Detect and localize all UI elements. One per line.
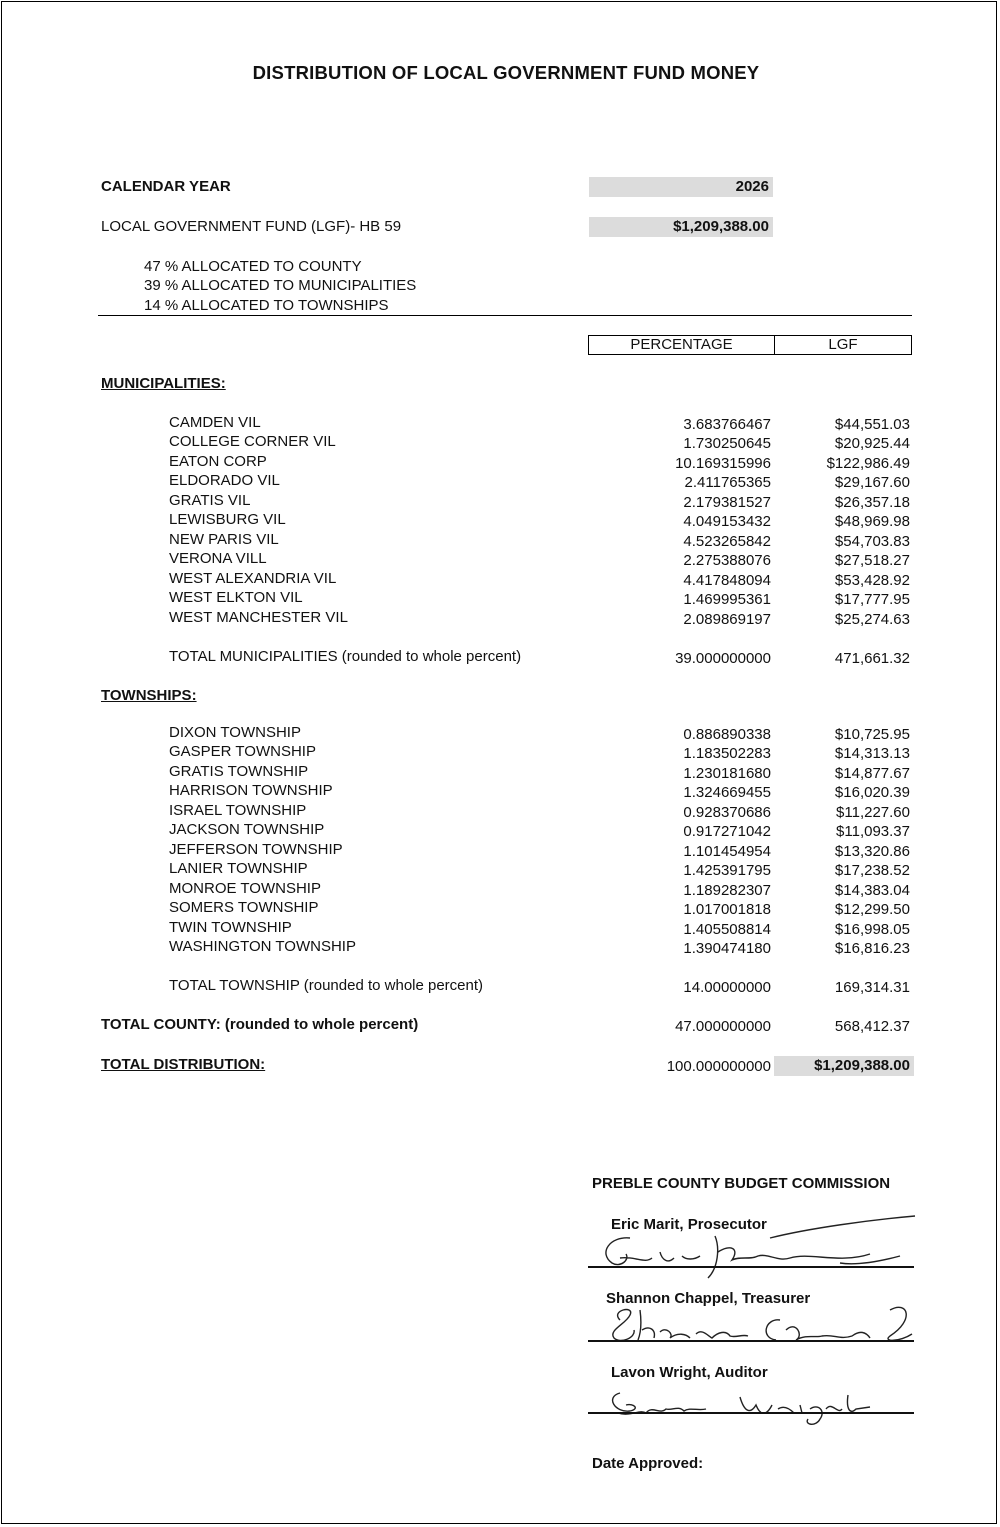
total-county-pct: 47.000000000 — [675, 1018, 771, 1035]
signature-line-prosecutor — [588, 1266, 914, 1268]
allocation-townships: 14 % ALLOCATED TO TOWNSHIPS — [144, 297, 389, 314]
header-lgf: LGF — [828, 336, 858, 353]
lgf-total-value: $1,209,388.00 — [673, 218, 769, 235]
row-lgf: $14,877.67 — [834, 764, 910, 782]
row-percentage: 2.411765365 — [684, 474, 771, 492]
total-municipalities-row — [0, 647, 1000, 666]
calendar-year-cell — [589, 177, 773, 197]
commission-title: PREBLE COUNTY BUDGET COMMISSION — [592, 1175, 891, 1192]
row-lgf: $12,299.50 — [834, 901, 910, 919]
row-name: JEFFERSON TOWNSHIP — [169, 840, 343, 858]
table-row — [0, 530, 1000, 549]
row-name: ELDORADO VIL — [169, 472, 280, 490]
total-county-lgf: 568,412.37 — [834, 1018, 910, 1035]
row-percentage: 1.469995361 — [683, 591, 771, 609]
allocation-municipalities: 39 % ALLOCATED TO MUNICIPALITIES — [144, 277, 417, 294]
row-name: WEST ELKTON VIL — [169, 589, 303, 607]
row-percentage: 1.101454954 — [683, 842, 771, 860]
row-percentage: 2.179381527 — [683, 493, 771, 511]
total-municipalities-lgf: 471,661.32 — [834, 650, 910, 667]
total-distribution-lgf: $1,209,388.00 — [814, 1057, 910, 1074]
row-percentage: 2.275388076 — [683, 552, 771, 570]
row-lgf: $54,703.83 — [834, 532, 910, 550]
signer-treasurer-name: Shannon Chappel, Treasurer — [606, 1290, 811, 1307]
total-township-lgf: 169,314.31 — [834, 979, 910, 996]
row-percentage: 0.928370686 — [683, 803, 771, 821]
table-row — [0, 549, 1000, 568]
total-county-label: TOTAL COUNTY: (rounded to whole percent) — [101, 1016, 419, 1033]
signature-prosecutor — [590, 1208, 920, 1288]
header-percentage: PERCENTAGE — [589, 336, 775, 354]
row-lgf: $44,551.03 — [834, 416, 910, 433]
row-lgf: $122,986.49 — [826, 454, 910, 472]
row-name: LANIER TOWNSHIP — [169, 860, 308, 878]
total-township-row — [0, 976, 1000, 995]
row-name: VERONA VILL — [169, 550, 267, 568]
row-lgf: $53,428.92 — [834, 571, 910, 589]
row-name: MONROE TOWNSHIP — [169, 879, 321, 897]
table-row — [0, 879, 1000, 898]
row-lgf: $16,816.23 — [834, 939, 910, 957]
table-row — [0, 608, 1000, 627]
row-percentage: 0.886890338 — [683, 726, 771, 743]
table-row — [0, 491, 1000, 510]
row-name: WEST MANCHESTER VIL — [169, 608, 348, 626]
row-name: EATON CORP — [169, 452, 267, 470]
divider-rule — [98, 315, 912, 316]
row-lgf: $29,167.60 — [834, 474, 910, 492]
table-row — [0, 723, 1000, 742]
row-percentage: 2.089869197 — [683, 610, 771, 628]
row-percentage: 1.324669455 — [683, 784, 771, 802]
row-lgf: $26,357.18 — [834, 493, 910, 511]
table-row — [0, 510, 1000, 529]
row-lgf: $11,093.37 — [836, 823, 910, 841]
document-title: DISTRIBUTION OF LOCAL GOVERNMENT FUND MONEY — [252, 62, 760, 83]
row-percentage: 1.230181680 — [683, 764, 771, 782]
table-row — [0, 820, 1000, 839]
row-lgf: $14,313.13 — [834, 745, 910, 763]
row-name: TWIN TOWNSHIP — [169, 918, 292, 936]
municipalities-heading: MUNICIPALITIES: — [101, 375, 226, 392]
row-percentage: 4.417848094 — [683, 571, 771, 589]
row-lgf: $14,383.04 — [834, 881, 910, 899]
lgf-total-cell — [589, 217, 773, 237]
table-row — [0, 762, 1000, 781]
table-row — [0, 781, 1000, 800]
calendar-year-label: CALENDAR YEAR — [101, 178, 231, 195]
signer-auditor-name: Lavon Wright, Auditor — [611, 1364, 768, 1381]
total-township-pct: 14.00000000 — [683, 979, 771, 996]
row-percentage: 1.405508814 — [683, 920, 771, 938]
table-row — [0, 840, 1000, 859]
row-lgf: $17,777.95 — [834, 591, 910, 609]
row-name: GASPER TOWNSHIP — [169, 743, 316, 761]
signature-auditor — [590, 1375, 920, 1435]
row-lgf: $20,925.44 — [834, 435, 910, 453]
row-name: SOMERS TOWNSHIP — [169, 899, 319, 917]
row-lgf: $11,227.60 — [836, 803, 910, 821]
row-percentage: 4.049153432 — [683, 513, 771, 531]
total-municipalities-label: TOTAL MUNICIPALITIES (rounded to whole percent) — [169, 648, 522, 665]
row-name: DIXON TOWNSHIP — [169, 724, 301, 741]
row-percentage: 1.183502283 — [683, 745, 771, 763]
row-name: WEST ALEXANDRIA VIL — [169, 569, 337, 587]
row-name: GRATIS TOWNSHIP — [169, 762, 309, 780]
signature-line-treasurer — [588, 1340, 914, 1342]
row-name: GRATIS VIL — [169, 491, 251, 509]
table-row — [0, 898, 1000, 917]
lgf-label: LOCAL GOVERNMENT FUND (LGF)- HB 59 — [101, 218, 402, 235]
table-row — [0, 471, 1000, 490]
table-row — [0, 742, 1000, 761]
row-lgf: $16,998.05 — [834, 920, 910, 938]
row-name: LEWISBURG VIL — [169, 511, 286, 529]
row-lgf: $16,020.39 — [834, 784, 910, 802]
table-row — [0, 801, 1000, 820]
table-row — [0, 452, 1000, 471]
allocation-county: 47 % ALLOCATED TO COUNTY — [144, 258, 362, 275]
row-lgf: $13,320.86 — [834, 842, 910, 860]
table-row — [0, 918, 1000, 937]
row-percentage: 1.390474180 — [683, 939, 771, 957]
row-name: JACKSON TOWNSHIP — [169, 821, 325, 839]
row-percentage: 1.017001818 — [683, 901, 771, 919]
row-percentage: 0.917271042 — [683, 823, 771, 841]
table-row — [0, 569, 1000, 588]
townships-heading: TOWNSHIPS: — [101, 687, 197, 704]
row-percentage: 4.523265842 — [683, 532, 771, 550]
table-row — [0, 413, 1000, 432]
total-distribution-cell — [774, 1056, 914, 1076]
row-percentage: 3.683766467 — [683, 416, 771, 433]
row-lgf: $48,969.98 — [834, 513, 910, 531]
table-row — [0, 937, 1000, 956]
row-name: NEW PARIS VIL — [169, 530, 279, 548]
table-row — [0, 588, 1000, 607]
row-lgf: $25,274.63 — [834, 610, 910, 628]
calendar-year-value: 2026 — [735, 178, 769, 195]
row-percentage: 1.730250645 — [683, 435, 771, 453]
row-percentage: 1.425391795 — [683, 862, 771, 880]
row-name: WASHINGTON TOWNSHIP — [169, 937, 356, 955]
column-header-box — [588, 335, 912, 355]
total-distribution-label: TOTAL DISTRIBUTION: — [101, 1056, 266, 1073]
total-distribution-pct: 100.000000000 — [666, 1058, 771, 1075]
date-approved-label: Date Approved: — [592, 1455, 704, 1472]
signer-prosecutor-name: Eric Marit, Prosecutor — [611, 1216, 767, 1233]
row-percentage: 10.169315996 — [675, 454, 771, 472]
row-lgf: $27,518.27 — [834, 552, 910, 570]
total-county-row — [0, 1015, 1000, 1034]
row-name: COLLEGE CORNER VIL — [169, 433, 336, 451]
row-percentage: 1.189282307 — [683, 881, 771, 899]
row-lgf: $17,238.52 — [834, 862, 910, 880]
total-township-label: TOTAL TOWNSHIP (rounded to whole percent) — [169, 977, 484, 994]
row-name: HARRISON TOWNSHIP — [169, 782, 333, 800]
total-municipalities-pct: 39.000000000 — [675, 650, 771, 667]
row-name: CAMDEN VIL — [169, 414, 261, 431]
row-name: ISRAEL TOWNSHIP — [169, 801, 307, 819]
signature-line-auditor — [588, 1412, 914, 1414]
table-row — [0, 432, 1000, 451]
table-row — [0, 859, 1000, 878]
row-lgf: $10,725.95 — [834, 726, 910, 743]
